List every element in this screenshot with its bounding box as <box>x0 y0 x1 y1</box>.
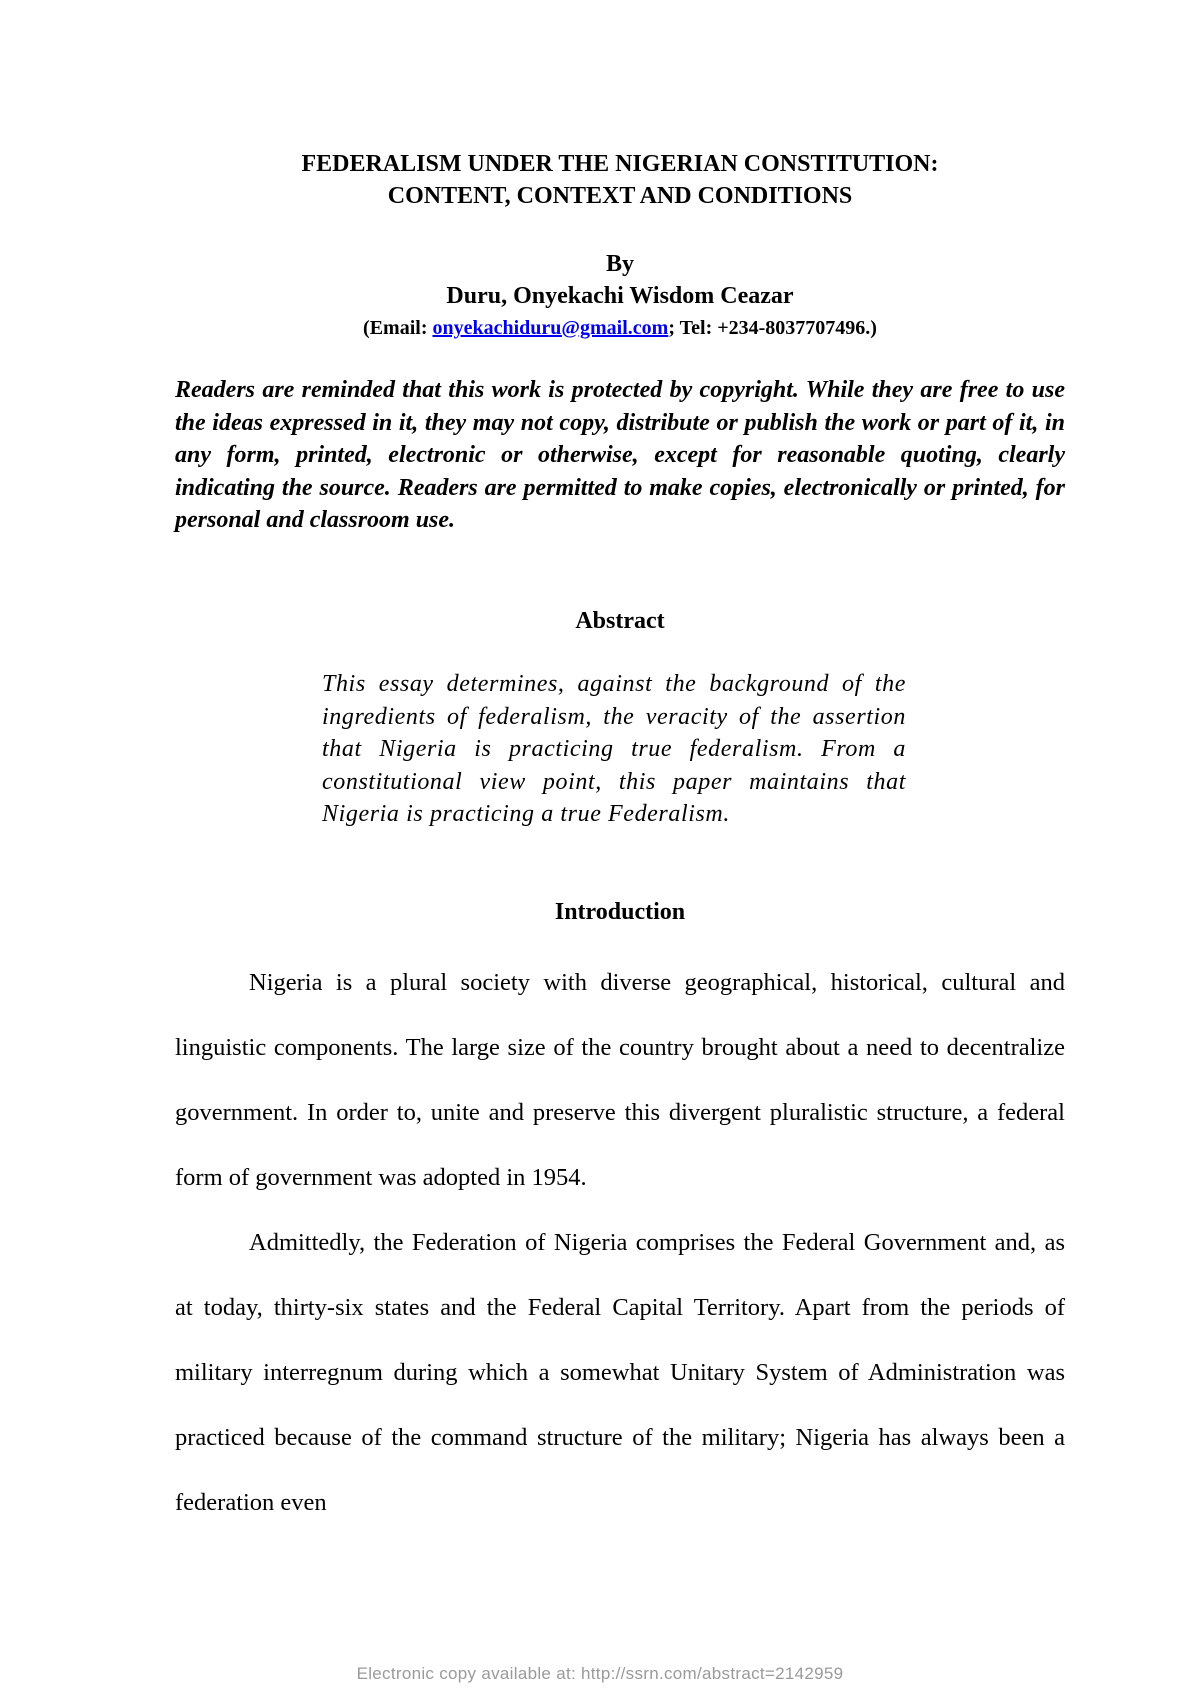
contact-suffix: ; Tel: +234-8037707496.) <box>668 317 877 339</box>
paper-title <box>175 148 1065 212</box>
copyright-notice: Readers are reminded that this work is protected by copyright. While they are free to use the ideas expressed in it, they may not copy, distribute or publish the work or part of it, in any form, printed, electronic or otherwise, except for reasonable quoting, clearly indicating the source. Readers are permitted to make copies, electronically or printed, for personal and classroom use. <box>175 377 1065 533</box>
body-paragraph-2: Admittedly, the Federation of Nigeria comprises the Federal Government and, as at today, thirty-six states and the Federal Capital Territory. Apart from the periods of military interregnum during which a somewhat Unitary System of Administration was practiced because of the command structure of the military; Nigeria has always been a federation even <box>175 1229 1065 1516</box>
title-line-1: FEDERALISM UNDER THE NIGERIAN CONSTITUTION: <box>301 151 939 177</box>
title-line-2: CONTENT, CONTEXT AND CONDITIONS <box>387 183 853 209</box>
introduction-heading: Introduction <box>554 899 686 925</box>
email-link[interactable]: onyekachiduru@gmail.com <box>432 317 669 339</box>
body-paragraph-1: Nigeria is a plural society with diverse geographical, historical, cultural and linguistic components. The large size of the country brought about a need to decentralize government. In order to, unite and preserve this divergent pluralistic structure, a federal form of government was adopted in 1954. <box>175 969 1065 1191</box>
contact-prefix: (Email: <box>363 317 433 339</box>
footer-ssrn-notice: Electronic copy available at: http://ssrn.com/abstract=2142959 <box>356 1664 844 1683</box>
author-name: Duru, Onyekachi Wisdom Ceazar <box>446 283 794 309</box>
by-label: By <box>605 251 634 277</box>
byline <box>175 248 1065 312</box>
abstract-heading: Abstract <box>575 608 665 634</box>
abstract-text: This essay determines, against the background of the ingredients of federalism, the veracity of the assertion that Nigeria is practicing true federalism. From a constitutional view point, this paper maintains that Nigeria is practicing a true Federalism. <box>322 671 906 828</box>
author-contact <box>175 315 1065 341</box>
